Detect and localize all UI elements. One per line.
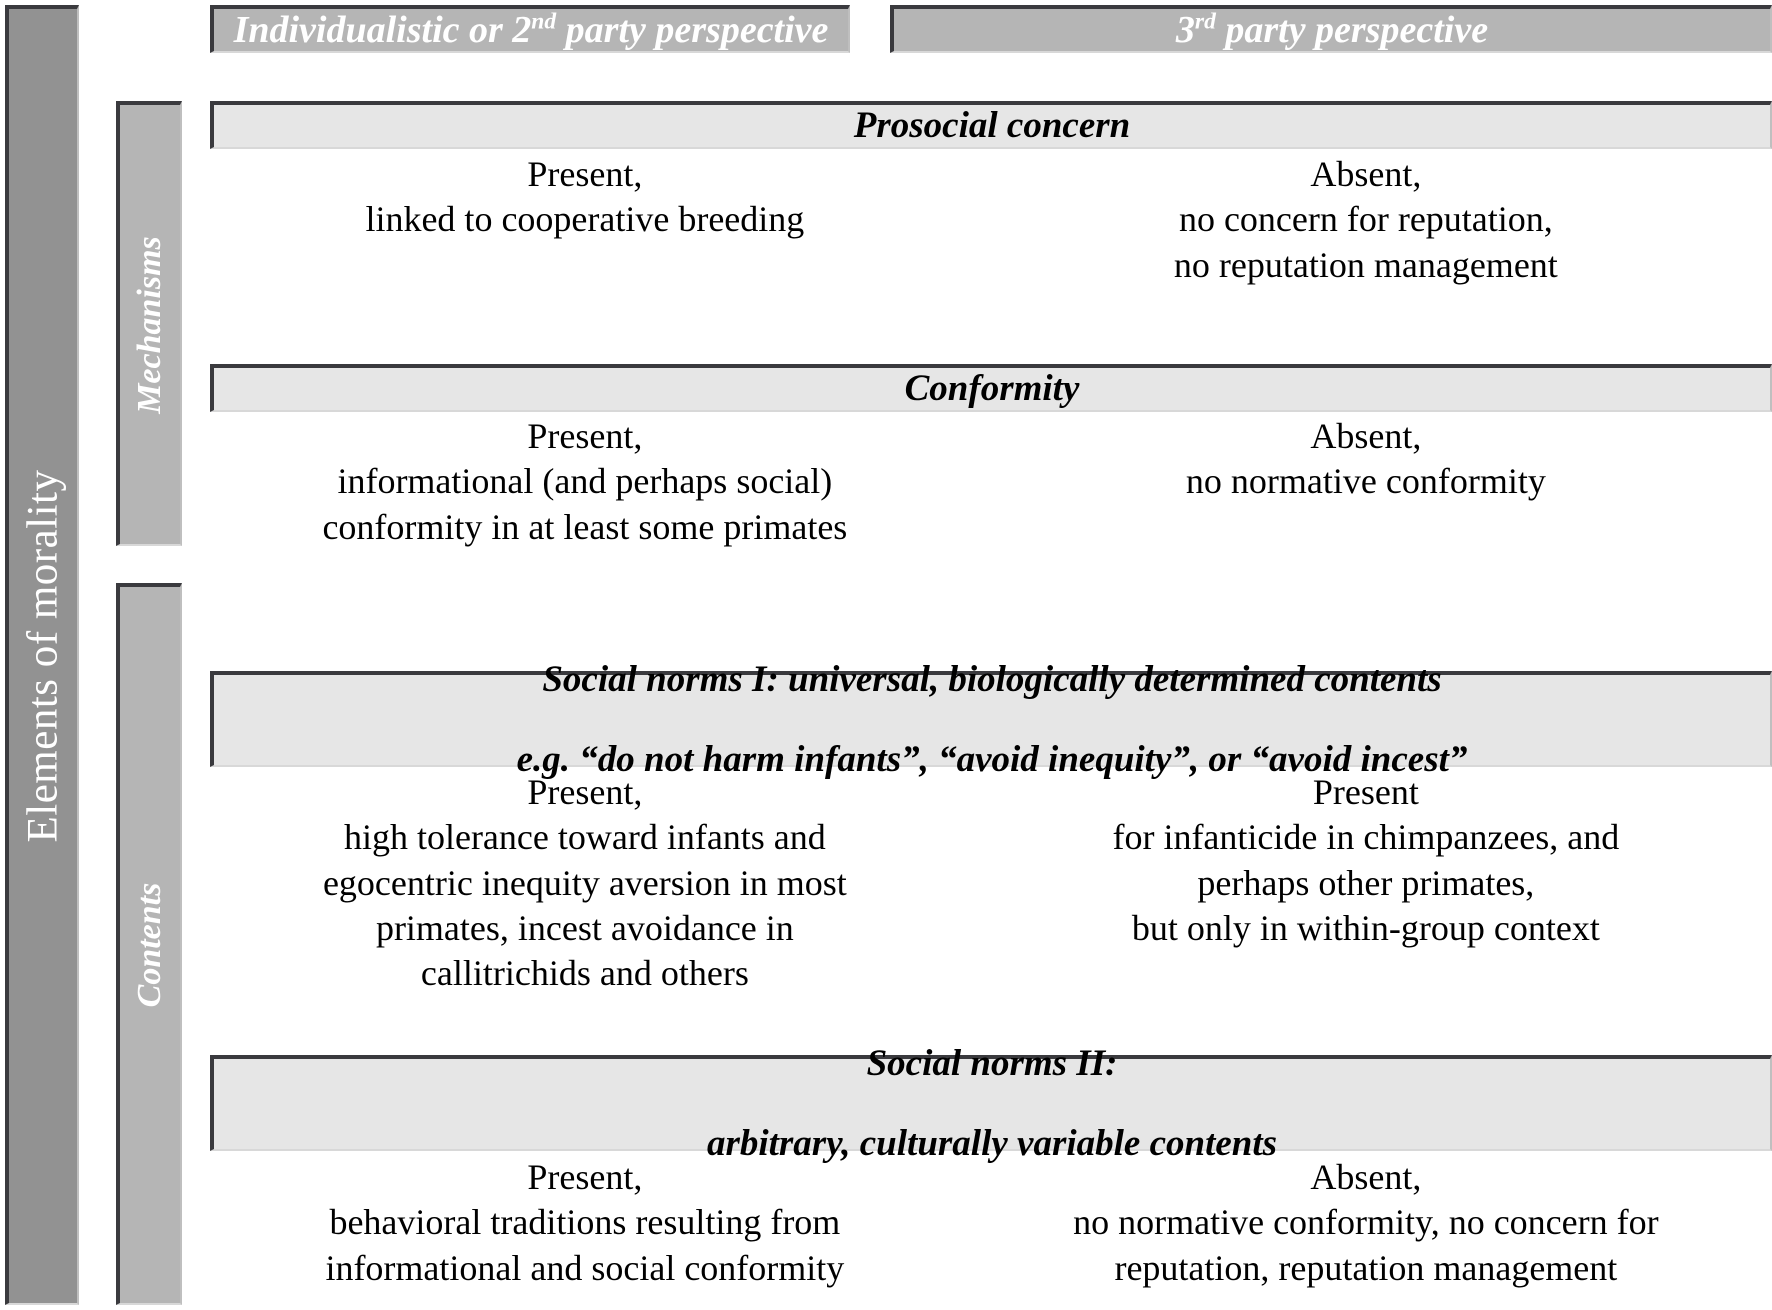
section-body-conformity: [210, 414, 1772, 550]
text-line: reputation, reputation management: [1114, 1247, 1618, 1288]
text-line: no normative conformity: [1185, 461, 1546, 502]
section-title-prosocial-concern: [210, 101, 1772, 149]
column-header-third-party: [890, 5, 1772, 53]
text-line: Present,: [527, 154, 643, 194]
cell-conformity-individualistic: [210, 414, 960, 550]
text-line: callitrichids and others: [420, 953, 749, 994]
text-line: linked to cooperative breeding: [365, 199, 805, 240]
column-header-individualistic: [210, 5, 850, 53]
text-line: Absent,: [1310, 154, 1422, 194]
spine-label: Elements of morality: [19, 469, 67, 843]
text-line: Absent,: [1310, 416, 1422, 456]
text-line: Social norms II:: [866, 1042, 1118, 1084]
section-title-conformity: [210, 364, 1772, 412]
cell-prosocial-third-party: [960, 152, 1772, 288]
cell-social-norms-ii-third-party: [960, 1155, 1772, 1291]
text-line: Present,: [527, 772, 643, 812]
text-line: Present,: [527, 1157, 643, 1197]
text-line: informational and social conformity: [325, 1247, 845, 1288]
group-bar-mechanisms-label: Mechanisms: [131, 235, 168, 414]
cell-social-norms-i-individualistic: [210, 770, 960, 997]
section-title-social-norms-i: [210, 658, 1772, 780]
text-line: Present: [1312, 772, 1419, 812]
column-header-individualistic-label: Individualistic or 2nd party perspective: [233, 8, 829, 51]
cell-social-norms-ii-individualistic: [210, 1155, 960, 1291]
text-line: for infanticide in chimpanzees, and: [1112, 817, 1620, 858]
text-line: no concern for reputation,: [1178, 199, 1553, 240]
text-line: egocentric inequity aversion in most: [322, 862, 847, 903]
cell-prosocial-individualistic: [210, 152, 960, 288]
text-line: Social norms I: universal, biologically determined contents: [542, 658, 1442, 700]
section-body-prosocial-concern: [210, 152, 1772, 288]
text-line: Conformity: [904, 367, 1080, 409]
text-line: behavioral traditions resulting from: [329, 1202, 841, 1243]
text-line: conformity in at least some primates: [322, 506, 848, 547]
elements-of-morality-spine: [5, 5, 79, 1305]
text-line: no normative conformity, no concern for: [1073, 1202, 1659, 1243]
group-bar-contents-label: Contents: [131, 882, 168, 1008]
group-bar-contents: [116, 583, 182, 1305]
text-line: Prosocial concern: [853, 104, 1131, 146]
text-line: Absent,: [1310, 1157, 1422, 1197]
cell-social-norms-i-third-party: [960, 770, 1772, 997]
text-line: perhaps other primates,: [1197, 862, 1535, 903]
group-bar-mechanisms: [116, 101, 182, 546]
section-title-social-norms-ii: [210, 1042, 1772, 1164]
text-line: no reputation management: [1173, 244, 1558, 285]
section-body-social-norms-i: [210, 770, 1772, 997]
text-line: but only in within-group context: [1131, 908, 1600, 949]
text-line: informational (and perhaps social): [337, 461, 833, 502]
column-header-third-party-label: 3rd party perspective: [1175, 8, 1489, 51]
text-line: arbitrary, culturally variable contents: [706, 1122, 1278, 1164]
text-line: e.g. “do not harm infants”, “avoid inequity”, or “avoid incest”: [516, 738, 1468, 780]
cell-conformity-third-party: [960, 414, 1772, 550]
text-line: Present,: [527, 416, 643, 456]
text-line: primates, incest avoidance in: [375, 908, 794, 949]
section-body-social-norms-ii: [210, 1155, 1772, 1291]
text-line: high tolerance toward infants and: [343, 817, 826, 858]
